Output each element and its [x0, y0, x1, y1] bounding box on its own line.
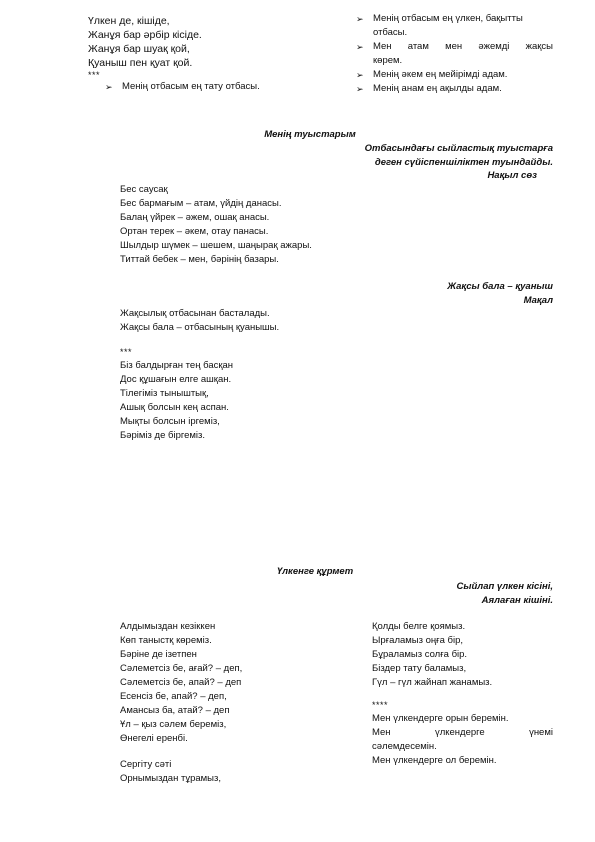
poem-line: Амансыз ба, атай? – деп	[120, 705, 230, 716]
bottom-right-column	[372, 620, 553, 768]
epigraph-line: Жақсы бала – қуаныш	[447, 281, 553, 292]
epigraph	[360, 580, 553, 607]
arrow-bullet-icon: ➢	[356, 84, 364, 94]
arrow-bullet-icon: ➢	[356, 70, 364, 80]
arrow-bullet-icon: ➢	[356, 42, 364, 52]
poem-line: Көп таныстқ көреміз.	[120, 635, 212, 646]
epigraph-line: Отбасындағы сыйластық туыстарға	[364, 143, 553, 154]
poem-line: Сәлеметсіз бе, ағай? – деп,	[120, 663, 243, 674]
poem-line: Сәлеметсіз бе, апай? – деп	[120, 677, 242, 688]
poem-line: Балаң үйрек – әжем, ошақ анасы.	[120, 212, 270, 223]
bullet-text: көрем.	[373, 55, 403, 66]
bullet-text: Менің отбасым ең үлкен, бақытты	[373, 13, 523, 24]
poem-line: Тілегіміз тыныштық,	[120, 388, 209, 399]
section-title: Үлкенге құрмет	[276, 566, 354, 577]
poem-line: Дос құшағын елге ашқан.	[120, 374, 232, 385]
poem-line: Есенсіз бе, апай? – деп,	[120, 691, 227, 702]
poem-line: Жанұя бар әрбір кісіде.	[88, 29, 202, 41]
poem-jaqsy-bala	[120, 307, 420, 443]
word: Мен	[372, 727, 391, 738]
poem-bes-sausaq	[120, 183, 420, 267]
text-line: сәлемдесемін.	[372, 741, 437, 752]
bullet-text: Менің анам ең ақылды адам.	[373, 83, 502, 94]
bullet-item	[105, 80, 278, 94]
poem-line: Ашық болсын кең аспан.	[120, 402, 229, 413]
bullet-text: отбасы.	[373, 27, 408, 38]
poem-line: Ырғаламыз оңға бір,	[372, 635, 464, 646]
epigraph-line: Сыйлап үлкен кісіні,	[456, 581, 553, 592]
bullet-text: Мен атам мен әжемді жақсы	[373, 41, 553, 52]
poem-line: Жанұя бар шуақ қой,	[88, 43, 190, 55]
bottom-left-column	[120, 620, 320, 786]
poem-line: Қолды белге қоямыз.	[372, 621, 466, 632]
poem-line: Гүл – гүл жайнап жанамыз.	[372, 677, 493, 688]
poem-title: Бес саусақ	[120, 184, 168, 195]
bullet-item	[356, 82, 553, 96]
arrow-bullet-icon: ➢	[356, 14, 364, 24]
word: үлкендерге	[434, 727, 485, 738]
epigraph	[330, 280, 553, 307]
justified-line	[372, 726, 553, 740]
poem-line: Бұраламыз солға бір.	[372, 649, 468, 660]
top-right-bullets	[356, 12, 553, 96]
bullet-text: Менің отбасым ең тату отбасы.	[122, 81, 260, 92]
poem-line: Бәріне де ізетпен	[120, 649, 197, 660]
bullet-item	[356, 40, 553, 68]
epigraph-line: Аялаған кішіні.	[481, 594, 553, 606]
epigraph-line: деген сүйіспеншіліктен туындайды.	[374, 156, 553, 168]
bullet-item	[356, 12, 553, 40]
poem-line: Орнымыздан тұрамыз,	[120, 773, 221, 784]
poem-line: Үлкен де, кішіде,	[88, 15, 170, 27]
stars-separator: ***	[88, 70, 101, 80]
poem-line: Титтай бебек – мен, бәрінің базары.	[120, 254, 279, 265]
poem-line: Ұл – қыз сәлем береміз,	[120, 719, 227, 730]
poem-line: Алдымыздан кезіккен	[120, 621, 216, 632]
top-left-poem	[88, 14, 278, 94]
poem-line: Жақсылық отбасынан басталады.	[120, 308, 270, 319]
poem-line: Біздер тату баламыз,	[372, 663, 467, 674]
text-line: Мен үлкендерге ол беремін.	[372, 755, 497, 766]
stars-separator: ****	[372, 700, 389, 710]
poem-line: Жақсы бала – отбасының қуанышы.	[120, 322, 280, 333]
epigraph	[280, 142, 553, 183]
stars-separator: ***	[120, 347, 133, 357]
poem-line: Ортан терек – әкем, отау панасы.	[120, 226, 269, 237]
section-title: Менің туыстарым	[264, 129, 356, 140]
poem-line: Мықты болсын іргеміз,	[120, 416, 220, 427]
poem-line: Қуаныш пен қуат қой.	[88, 57, 193, 69]
poem-line: Бес бармағым – атам, үйдің данасы.	[120, 198, 282, 209]
poem-line: Сергіту сәті	[120, 759, 172, 770]
arrow-bullet-icon: ➢	[105, 82, 113, 92]
poem-line: Бәріміз де біргеміз.	[120, 430, 206, 441]
epigraph-source: Мақал	[523, 294, 553, 306]
poem-line: Өнегелі еренбі.	[120, 733, 188, 744]
word: үнемі	[529, 727, 553, 738]
poem-line: Біз балдырған тең басқан	[120, 360, 234, 371]
bullet-item	[356, 68, 553, 82]
poem-line: Шылдыр шүмек – шешем, шаңырақ ажары.	[120, 240, 312, 251]
bullet-text: Менің әкем ең мейірімді адам.	[373, 69, 508, 80]
epigraph-source: Нақыл сөз	[487, 170, 537, 181]
text-line: Мен үлкендерге орын беремін.	[372, 713, 509, 724]
